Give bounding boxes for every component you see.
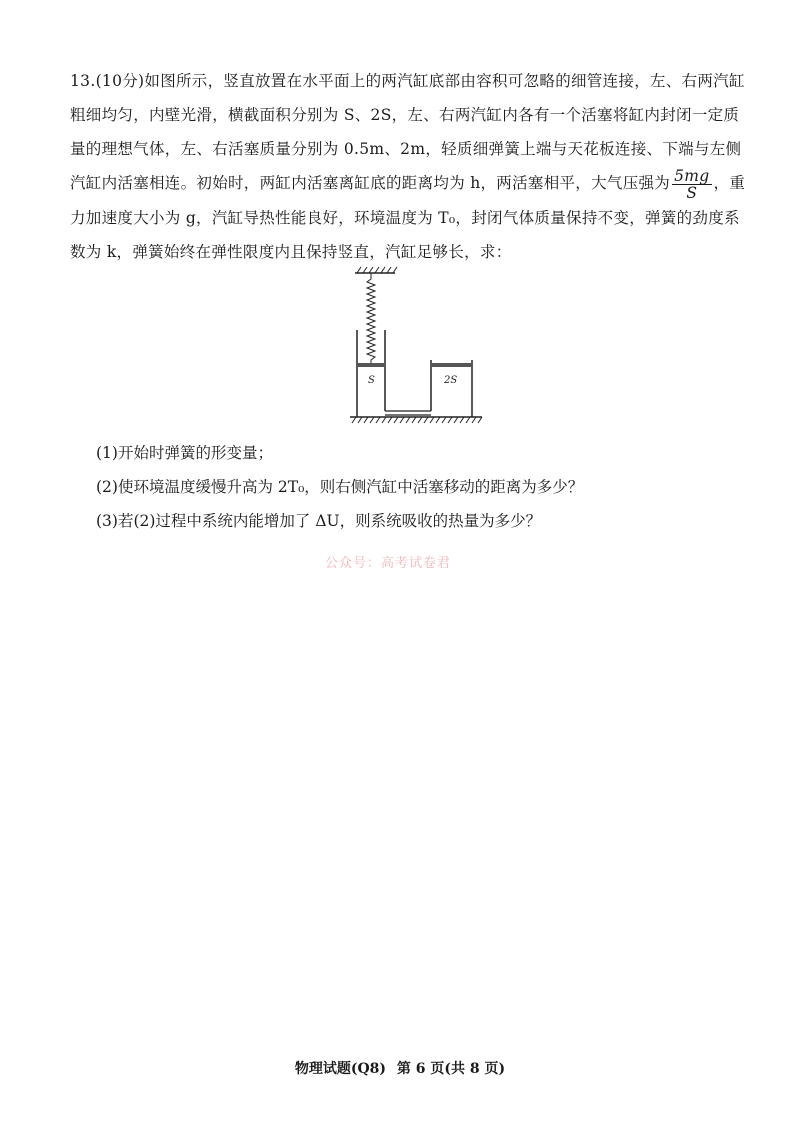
right-piston [431,363,472,367]
problem-number: 13. [70,72,96,90]
footer-page-number: 第 6 页(共 8 页) [396,1061,506,1077]
ceiling-hatch [357,267,397,273]
right-area-label: 2S [444,375,458,386]
cylinder-diagram-svg [340,265,490,435]
sub-question-2: (2)使环境温度缓慢升高为 2T₀，则右侧汽缸中活塞移动的距离为多少？ [96,478,584,496]
problem-text-part1: 如图所示，竖直放置在水平面上的两汽缸底部由容积可忽略的细管连接，左、右两汽缸粗细均匀，内壁光滑，横截面积分别为 S、2S，左、右两汽缸内各有一个活塞将缸内封闭一定质量的理想气体，左、右活塞质量分别为 0.5m、2m，轻质细弹簧上端与天花板连接、下端与左侧汽缸内活塞相连。初始时，两缸内活塞离缸底的距离均为 h，两活塞相平，大气压强为 [70,72,745,192]
fraction-numerator: 5mg [674,166,710,185]
pressure-fraction [672,168,711,201]
footer-subject: 物理试题(Q8) [294,1061,387,1077]
cylinder-diagram [340,265,490,435]
problem-points: (10分) [95,72,145,90]
watermark: 公众号：高考试卷君 [325,556,452,571]
left-area-label: S [368,375,375,386]
sub-question-1: (1)开始时弹簧的形变量； [96,444,273,462]
fraction-denominator: S [686,183,698,202]
left-piston [357,363,385,367]
spring [367,273,375,363]
sub-questions [96,436,746,538]
problem-text-part2: ，重力加速度大小为 g，汽缸导热性能良好，环境温度为 T₀，封闭气体质量保持不变，弹簧的劲度系数为 k，弹簧始终在弹性限度内且保持竖直，汽缸足够长，求： [70,174,746,261]
page-footer [0,1058,800,1078]
sub-question-3: (3)若(2)过程中系统内能增加了 ΔU，则系统吸收的热量为多少？ [96,512,542,530]
problem-13 [70,64,750,269]
problem-statement [70,64,750,269]
floor-hatch [352,417,482,423]
